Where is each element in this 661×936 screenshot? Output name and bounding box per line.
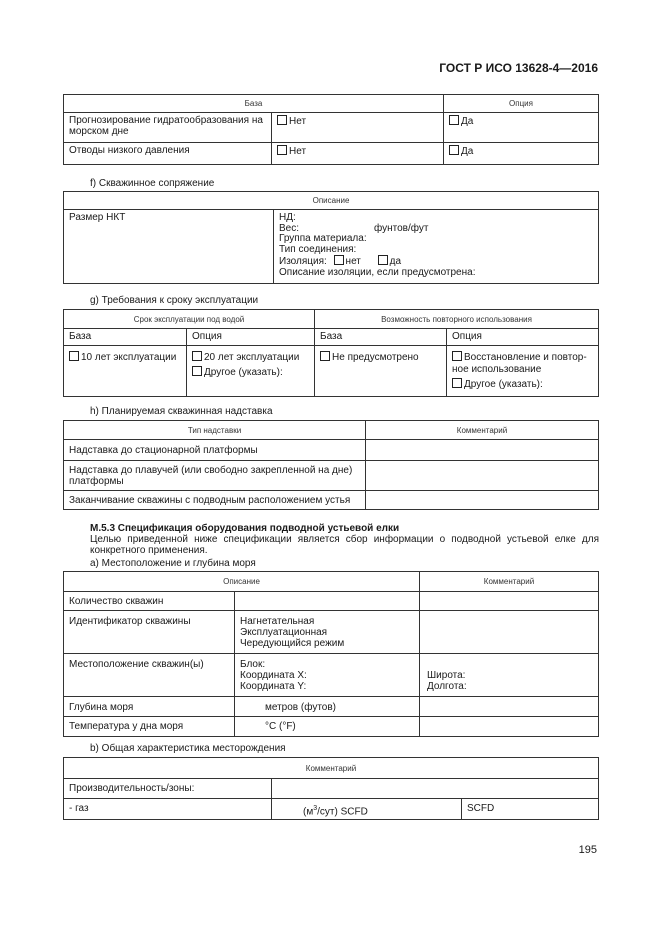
checkbox-label: Да: [461, 116, 474, 127]
checkbox-label: Да: [461, 146, 474, 157]
checkbox[interactable]: [449, 115, 459, 125]
weight-label: Вес:: [279, 222, 300, 234]
well-interface-table: [63, 191, 599, 284]
checkbox[interactable]: [378, 255, 388, 265]
extension-table: [63, 420, 599, 510]
checkbox[interactable]: [192, 366, 202, 376]
temp-unit: °C (°F): [235, 717, 420, 737]
row-label: Идентификатор скважины: [64, 611, 235, 654]
row-label: Производительность/зоны:: [64, 779, 272, 799]
longitude-label: Долгота:: [427, 681, 467, 692]
table-row: [64, 697, 599, 717]
checkbox-label: 10 лет эксплуатации: [81, 352, 177, 363]
nd-label: НД:: [279, 212, 296, 223]
sub-option-header: Опция: [447, 329, 599, 346]
block-label: Блок:: [240, 659, 266, 670]
checkbox[interactable]: [192, 351, 202, 361]
well-type: Чередующийся режим: [240, 638, 345, 649]
location-table: [63, 571, 599, 737]
row-label: Прогнозирование гидратообразования на морском дне: [64, 113, 272, 143]
depth-unit: метров (футов): [235, 697, 420, 717]
coord-x-label: Координата X:: [240, 670, 307, 681]
underwater-life-header: Срок эксплуатации под водой: [64, 310, 315, 329]
service-life-table: [63, 309, 599, 397]
well-type: Эксплуатационная: [240, 627, 328, 638]
table-row: [64, 491, 599, 510]
table-row: [64, 779, 599, 799]
checkbox-label: Восстановление и повтор-ное использование: [452, 352, 587, 375]
checkbox[interactable]: [449, 145, 459, 155]
section-b-caption: b) Общая характеристика месторождения: [90, 743, 286, 754]
field-characteristics-table: [63, 757, 599, 820]
coord-y-label: Координата Y:: [240, 681, 307, 692]
checkbox-label: Нет: [289, 146, 307, 157]
tubing-size-label: Размер НКТ: [64, 210, 274, 284]
connection-label: Тип соединения:: [279, 243, 357, 255]
sub-option-header: Опция: [187, 329, 315, 346]
checkbox-label: да: [389, 256, 402, 267]
row-label: Местоположение скважин(ы): [64, 654, 235, 697]
well-type: Нагнетательная: [240, 616, 315, 627]
row-label: Заканчивание скважины с подводным расположением устья: [64, 491, 366, 510]
checkbox-label: Другое (указать):: [204, 367, 283, 378]
reuse-header: Возможность повторного использования: [315, 310, 599, 329]
section-title: М.5.3 Спецификация оборудования подводной устьевой елки: [90, 523, 400, 534]
insulation-label: Изоляция:: [279, 256, 327, 267]
row-label: Количество скважин: [64, 592, 235, 611]
row-label: Отводы низкого давления: [64, 143, 272, 165]
description-header: Описание: [64, 192, 599, 210]
sub-base-header: База: [315, 329, 447, 346]
table-row: [64, 592, 599, 611]
checkbox[interactable]: [452, 378, 462, 388]
col-base-header: База: [64, 95, 444, 113]
checkbox[interactable]: [277, 145, 287, 155]
checkbox-label: Нет: [289, 116, 307, 127]
col-option-header: Опция: [444, 95, 599, 113]
latitude-label: Широта:: [427, 670, 466, 681]
checkbox[interactable]: [69, 351, 79, 361]
checkbox-label: нет: [345, 256, 361, 267]
checkbox-label: Не предусмотрено: [332, 352, 419, 363]
table-row: [64, 717, 599, 737]
section-a-caption: a) Местоположение и глубина моря: [90, 558, 256, 569]
checkbox[interactable]: [320, 351, 330, 361]
table-row: [64, 654, 599, 697]
insulation-desc-label: Описание изоляции, если предусмотрена:: [279, 266, 476, 278]
table-row: [64, 143, 599, 165]
gas-unit-scfd: SCFD: [462, 799, 599, 820]
section-h-caption: h) Планируемая скважинная надставка: [90, 406, 273, 417]
weight-unit: фунтов/фут: [374, 222, 429, 234]
checkbox-label: 20 лет эксплуатации: [204, 352, 300, 363]
table-row: [64, 461, 599, 491]
gas-unit-metric: $(м^3/сут)$ SCFD: [272, 799, 462, 820]
checkbox-label: Другое (указать):: [464, 379, 543, 390]
sub-base-header: База: [64, 329, 187, 346]
description-header: Описание: [64, 572, 420, 592]
checkbox[interactable]: [452, 351, 462, 361]
table-row: [64, 611, 599, 654]
checkbox[interactable]: [334, 255, 344, 265]
options-table: [63, 94, 599, 165]
material-label: Группа материала:: [279, 233, 367, 244]
row-label: Температура у дна моря: [64, 717, 235, 737]
table-row: [64, 113, 599, 143]
row-label: Надставка до плавучей (или свободно закрепленной на дне) платформы: [64, 461, 366, 491]
section-text: Целью приведенной ниже спецификации является сбор информации о подводной устьевой елке для конкретного применения.: [90, 534, 599, 556]
row-label: Глубина моря: [64, 697, 235, 717]
row-label: - газ: [64, 799, 272, 820]
comment-header: Комментарий: [420, 572, 599, 592]
comment-header: Комментарий: [64, 758, 599, 779]
page-number: 195: [578, 844, 597, 856]
comment-header: Комментарий: [366, 421, 599, 440]
document-header: ГОСТ Р ИСО 13628-4—2016: [439, 61, 598, 75]
checkbox[interactable]: [277, 115, 287, 125]
table-row: [64, 440, 599, 461]
type-header: Тип надставки: [64, 421, 366, 440]
section-f-caption: f) Скважинное сопряжение: [90, 178, 215, 189]
row-label: Надставка до стационарной платформы: [64, 440, 366, 461]
table-row: [64, 799, 599, 820]
section-g-caption: g) Требования к сроку эксплуатации: [90, 295, 259, 306]
